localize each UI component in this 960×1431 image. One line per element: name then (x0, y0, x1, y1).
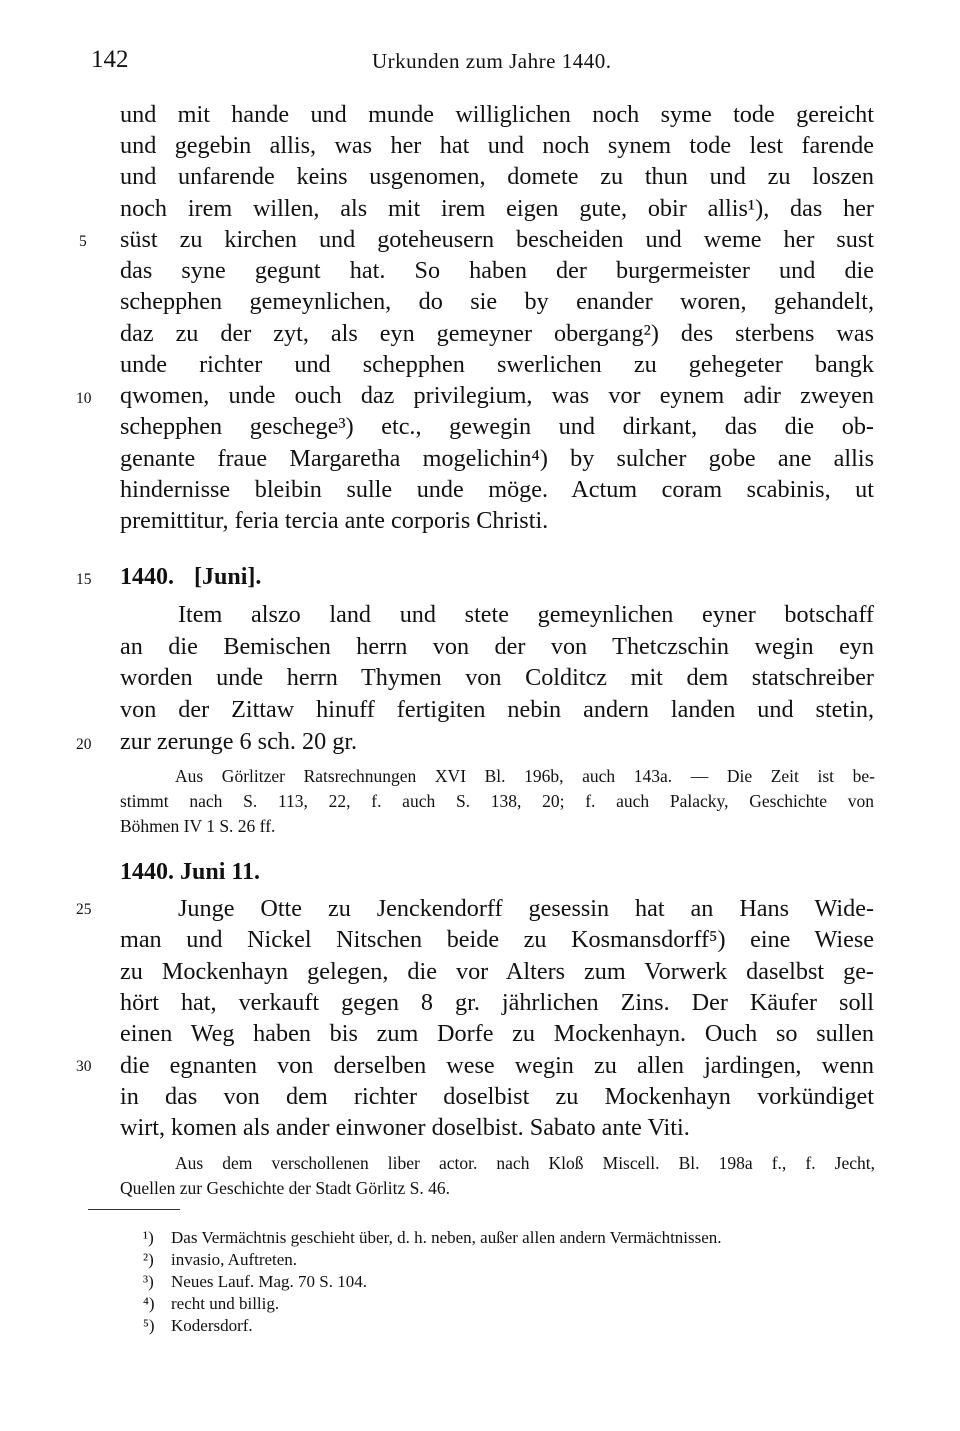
footnote (143, 1271, 367, 1293)
text-line: Junge Otte zu Jenckendorff gesessin hat an Hans Wide- (178, 895, 874, 922)
text-line: süst zu kirchen und goteheusern bescheiden und weme her sust (120, 226, 874, 253)
source-note: Aus dem verschollenen liber actor. nach Kloß Miscell. Bl. 198a f., f. Jecht, (175, 1153, 875, 1173)
footnote (143, 1227, 722, 1249)
footnote-mark: ⁵) (143, 1316, 155, 1335)
footnote-text: recht und billig. (171, 1294, 280, 1313)
text-line: man und Nickel Nitschen beide zu Kosmansdorff⁵) eine Wiese (120, 926, 874, 953)
entry-heading: 1440. Juni 11. (120, 859, 261, 885)
text-line: worden unde herrn Thymen von Colditcz mit dem statschreiber (120, 664, 874, 691)
footnote-mark: ¹) (143, 1228, 154, 1247)
main-text (120, 0, 874, 1431)
footnote (143, 1315, 253, 1337)
text-line: qwomen, unde ouch daz privilegium, was vor eynem adir zweyen (120, 382, 874, 409)
footnote (143, 1249, 297, 1271)
source-note: Aus Görlitzer Ratsrechnungen XVI Bl. 196b, auch 143a. — Die Zeit ist be- (175, 766, 875, 786)
text-line: daz zu der zyt, als eyn gemeyner obergang²) des sterbens was (120, 320, 874, 347)
footnote-text: Kodersdorf. (171, 1316, 253, 1335)
text-line: das syne gegunt hat. So haben der burgermeister und die (120, 257, 874, 284)
text-line: und mit hande und munde williglichen noch syme tode gereicht (120, 101, 874, 128)
line-number: 10 (76, 390, 92, 407)
source-note: stimmt nach S. 113, 22, f. auch S. 138, 20; f. auch Palacky, Geschichte von (120, 791, 874, 811)
text-line: schepphen gemeynlichen, do sie by enander woren, gehandelt, (120, 288, 874, 315)
entry-heading (120, 562, 261, 593)
text-line: wirt, komen als ander einwoner doselbist. Sabato ante Viti. (120, 1114, 690, 1141)
text-line: hört hat, verkauft gegen 8 gr. jährlichen Zins. Der Käufer soll (120, 989, 874, 1016)
page-number: 142 (91, 46, 129, 73)
text-line: schepphen geschege³) etc., gewegin und dirkant, das die ob- (120, 413, 874, 440)
text-line: premittitur, feria tercia ante corporis Christi. (120, 507, 549, 534)
line-number: 20 (76, 736, 92, 753)
line-number: 25 (76, 901, 92, 918)
footnote-text: Neues Lauf. Mag. 70 S. 104. (171, 1272, 367, 1291)
text-line: von der Zittaw hinuff fertigiten nebin andern landen und stetin, (120, 696, 874, 723)
source-note: Böhmen IV 1 S. 26 ff. (120, 816, 276, 836)
footnote-rule (88, 1209, 180, 1210)
footnote-text: Das Vermächtnis geschieht über, d. h. neben, außer allen andern Vermächtnissen. (171, 1228, 722, 1247)
text-line: die egnanten von derselben wese wegin zu allen jardingen, wenn (120, 1052, 874, 1079)
line-number: 15 (76, 571, 92, 588)
heading-year: 1440. (120, 564, 174, 590)
line-number: 5 (79, 233, 87, 250)
running-head: Urkunden zum Jahre 1440. (372, 49, 612, 73)
text-line: unde richter und schepphen swerlichen zu gehegeter bangk (120, 351, 874, 378)
footnote (143, 1293, 279, 1315)
text-line: einen Weg haben bis zum Dorfe zu Mockenhayn. Ouch so sullen (120, 1020, 874, 1047)
footnote-mark: ⁴) (143, 1294, 155, 1313)
text-line: Item alszo land und stete gemeynlichen eyner botschaff (178, 601, 874, 628)
text-line: hindernisse bleibin sulle unde möge. Actum coram scabinis, ut (120, 476, 874, 503)
source-note: Quellen zur Geschichte der Stadt Görlitz S. 46. (120, 1178, 450, 1198)
text-line: an die Bemischen herrn von der von Thetczschin wegin eyn (120, 633, 874, 660)
text-line: noch irem willen, als mit irem eigen gute, obir allis¹), das her (120, 195, 874, 222)
line-number: 30 (76, 1058, 92, 1075)
text-line: genante fraue Margaretha mogelichin⁴) by sulcher gobe ane allis (120, 445, 874, 472)
text-line: zu Mockenhayn gelegen, die vor Alters zum Vorwerk daselbst ge- (120, 958, 874, 985)
text-line: und unfarende keins usgenomen, domete zu thun und zu loszen (120, 163, 874, 190)
text-line: und gegebin allis, was her hat und noch synem tode lest farende (120, 132, 874, 159)
heading-date: [Juni]. (194, 564, 262, 590)
footnote-mark: ³) (143, 1272, 154, 1291)
footnote-mark: ²) (143, 1250, 154, 1269)
text-line: in das von dem richter doselbist zu Mockenhayn vorkündiget (120, 1083, 874, 1110)
text-line: zur zerunge 6 sch. 20 gr. (120, 728, 358, 755)
footnote-text: invasio, Auftreten. (171, 1250, 298, 1269)
